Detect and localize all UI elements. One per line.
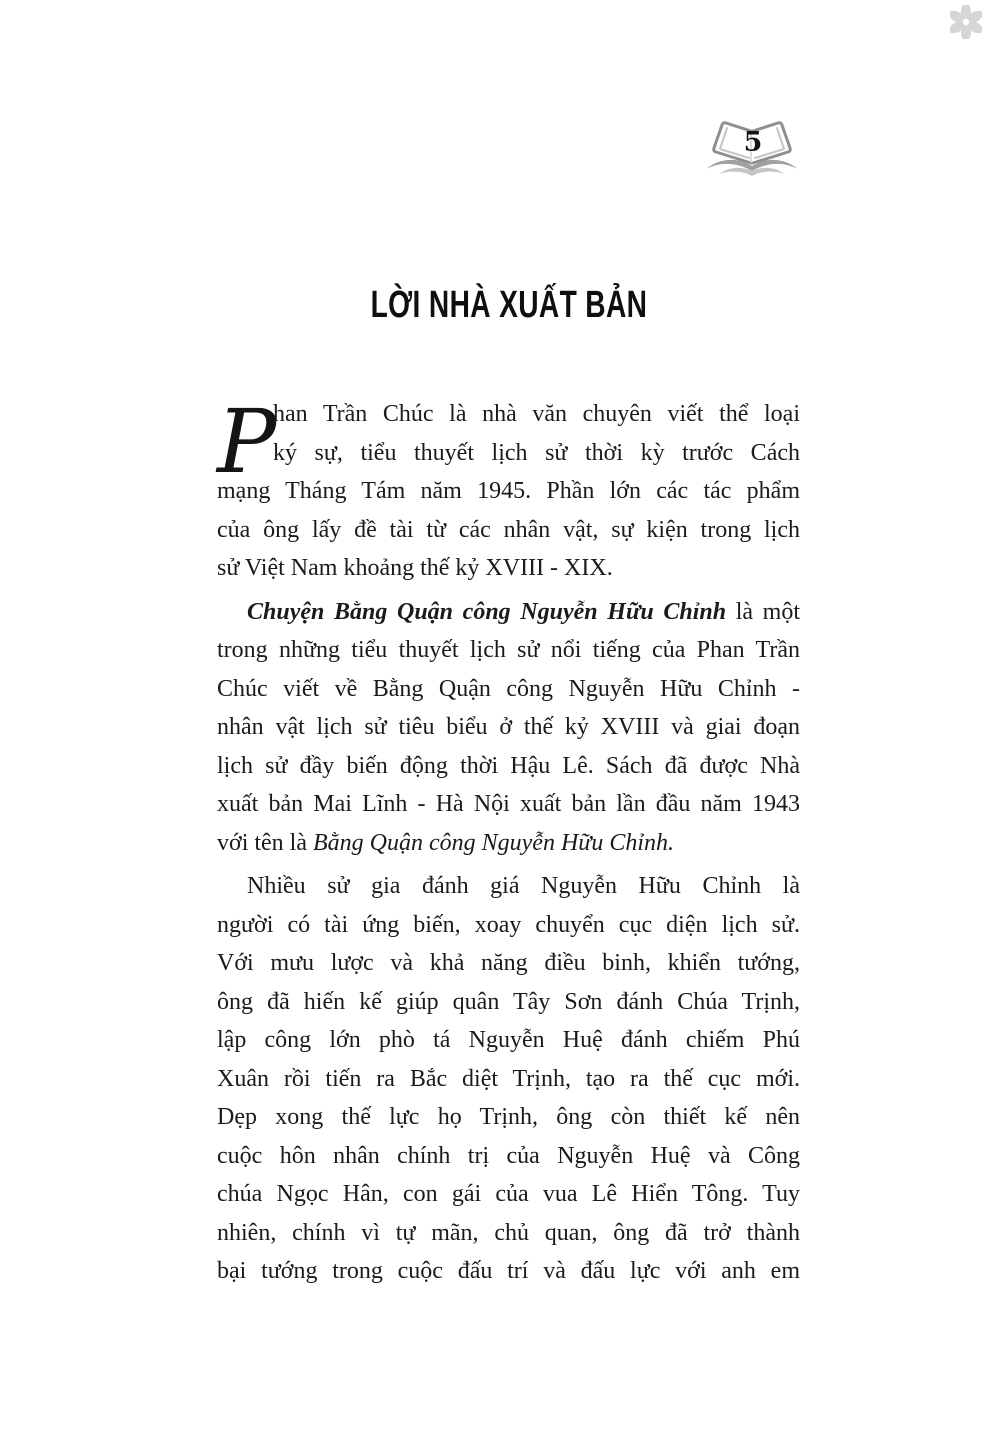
text-line [217,1098,800,1137]
text-line [217,1060,800,1099]
text-line [217,472,800,511]
text-line [217,785,800,824]
text-segment: với tên là [217,829,313,856]
text-segment: bại tướng trong cuộc đấu trí và đấu lực với anh em [217,1258,800,1284]
drop-cap: P [217,390,277,493]
text-line [217,631,800,670]
text-line [217,549,800,588]
text-line [217,1021,800,1060]
page-number: 5 [743,127,763,158]
text-segment: Chuyện Bằng Quận công Nguyễn Hữu Chỉnh [247,598,727,625]
flower-icon [950,5,982,39]
text-segment: chúa Ngọc Hân, con gái của vua Lê Hiển Tông. Tuy [217,1181,800,1207]
text-segment: lập công lớn phò tá Nguyễn Huệ đánh chiếm Phú [217,1027,800,1053]
text-segment: ông đã hiến kế giúp quân Tây Sơn đánh Chúa Trịnh, [217,988,800,1015]
text-segment: xuất bản Mai Lĩnh - Hà Nội xuất bản lần đầu năm 1943 [217,791,800,817]
text-segment: lịch sử đầy biến động thời Hậu Lê. Sách đã được Nhà [217,752,800,779]
paragraph [217,390,800,588]
text-line [217,983,800,1022]
text-segment: nhiên, chính vì tự mãn, chủ quan, ông đã trở thành [217,1219,800,1246]
text-line [217,867,800,906]
text-line [217,944,800,983]
text-segment: ký sự, tiểu thuyết lịch sử thời kỳ trước Cách [273,439,800,466]
text-line [217,511,800,550]
paragraph [217,867,800,1291]
text-segment: sử Việt Nam khoảng thế kỷ XVIII - XIX. [217,555,613,581]
text-segment: Với mưu lược và khả năng điều binh, khiển tướng, [217,950,800,976]
text-line [217,1252,800,1291]
text-line [217,708,800,747]
text-segment: Dẹp xong thế lực họ Trịnh, ông còn thiết kế nên [217,1104,800,1130]
text-segment: cuộc hôn nhân chính trị của Nguyễn Huệ và Công [217,1142,800,1169]
text-segment: Nhiều sử gia đánh giá Nguyễn Hữu Chỉnh là [247,873,800,899]
text-line [217,747,800,786]
text-segment: mạng Tháng Tám năm 1945. Phần lớn các tác phẩm [217,478,800,504]
text-segment: Bằng Quận công Nguyễn Hữu Chỉnh. [313,829,675,856]
text-line [217,670,800,709]
text-line [217,395,800,434]
page-title [217,283,800,327]
paragraph [217,593,800,863]
text-segment: Chúc viết về Bằng Quận công Nguyễn Hữu Chỉnh - [217,675,800,702]
text-line [217,593,800,632]
text-segment: han Trần Chúc là nhà văn chuyên viết thể loại [273,401,800,427]
text-segment: là một [726,598,801,625]
text-segment: Xuân rồi tiến ra Bắc diệt Trịnh, tạo ra thế cục mới. [217,1065,800,1092]
text-line [217,906,800,945]
text-line [217,1137,800,1176]
text-line [217,1214,800,1253]
text-line [217,1175,800,1214]
page-title-text: LỜI NHÀ XUẤT BẢN [370,284,647,326]
body-text [217,390,801,1291]
text-segment: trong những tiểu thuyết lịch sử nổi tiếng của Phan Trần [217,637,800,663]
text-line [217,824,800,863]
text-segment: người có tài ứng biến, xoay chuyển cục diện lịch sử. [217,911,800,938]
text-line [217,434,800,473]
text-segment: của ông lấy đề tài từ các nhân vật, sự kiện trong lịch [217,516,800,543]
text-segment: nhân vật lịch sử tiêu biểu ở thế kỷ XVIII và giai đoạn [217,714,800,740]
